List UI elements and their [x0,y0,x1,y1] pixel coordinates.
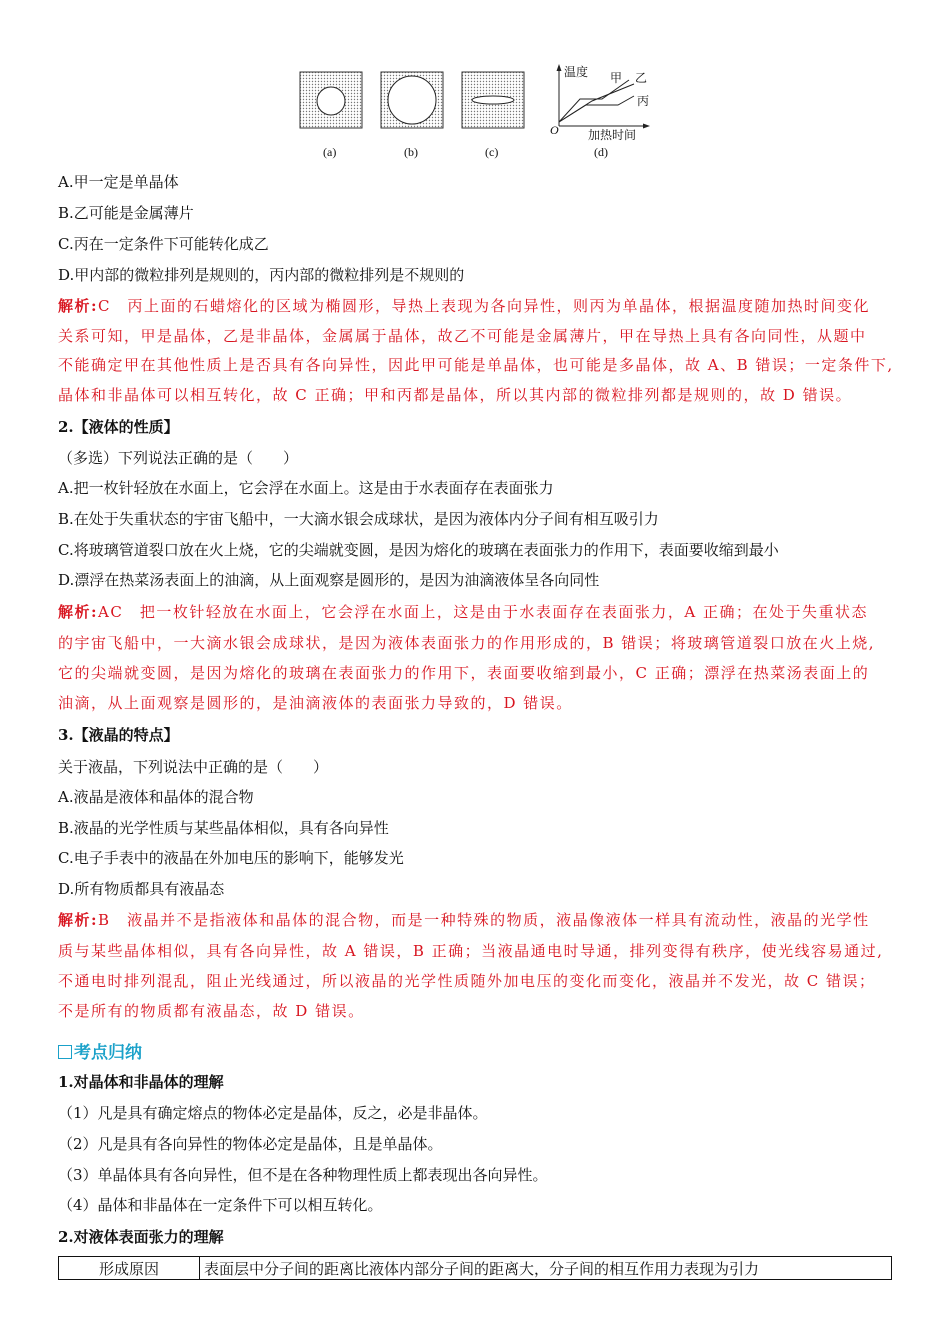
q2-option-a: A.把一枚针轻放在水面上，它会浮在水面上。这是由于水表面存在表面张力 [58,479,554,497]
analysis-label: 解析: [58,297,99,315]
q1-option-c: C.丙在一定条件下可能转化成乙 [58,235,269,253]
summary-s1-item-4: （4）晶体和非晶体在一定条件下可以相互转化。 [58,1196,383,1214]
q1-option-d: D.甲内部的微粒排列是规则的，丙内部的微粒排列是不规则的 [58,266,465,284]
summary-s1-item-2: （2）凡是具有各向异性的物体必定是晶体，且是单晶体。 [58,1135,443,1153]
curve-label-jia: 甲 [610,71,623,85]
surface-tension-table [58,1256,892,1280]
q1-analysis-line-3: 不能确定甲在其他性质上是否具有各向异性，因此甲可能是单晶体，也可能是多晶体，故 A、B 错误；一定条件下, [58,356,894,374]
curve-label-bing: 丙 [637,94,650,108]
q2-stem: （多选）下列说法正确的是（ ） [58,449,299,467]
q3-analysis-line-1: 解析:B 液晶并不是指液体和晶体的混合物，而是一种特殊的物质，液晶像液体一样具有流动性，液晶的光学性 [58,911,870,929]
q3-heading: 3.【液晶的特点】 [58,726,179,744]
table-value-cell: 表面层中分子间的距离比液体内部分子间的距离大，分子间的相互作用力表现为引力 [200,1257,892,1280]
summary-s1-item-1: （1）凡是具有确定熔点的物体必定是晶体，反之，必是非晶体。 [58,1104,488,1122]
q2-analysis-line-3: 它的尖端就变圆，是因为熔化的玻璃在表面张力的作用下，表面要收缩到最小，C 正确；漂浮在热菜汤表面上的 [58,664,870,682]
label-a: (a) [323,145,337,159]
q1-analysis-line-1: 解析:C 丙上面的石蜡熔化的区域为椭圆形，导热上表现为各向异性，则丙为单晶体，根据温度随加热时间变化 [58,297,871,315]
q3-analysis-line-2: 质与某些晶体相似，具有各向异性，故 A 错误，B 正确；当液晶通电时导通，排列变得有秩序，使光线容易通过, [58,942,884,960]
q3-option-a: A.液晶是液体和晶体的混合物 [58,788,254,806]
analysis-label: 解析: [58,911,99,929]
q2-analysis-line-2: 的宇宙飞船中，一大滴水银会成球状，是因为液体表面张力的作用形成的，B 错误；将玻璃管道裂口放在火上烧, [58,634,876,652]
q3-option-b: B.液晶的光学性质与某些晶体相似，具有各向异性 [58,819,389,837]
q3-stem: 关于液晶，下列说法中正确的是（ ） [58,758,329,776]
origin-label: O [550,123,559,137]
summary-heading: 考点归纳 [58,1038,142,1063]
panel-c [462,72,524,128]
square-icon [58,1045,72,1059]
table-header-cell: 形成原因 [59,1257,200,1280]
q2-option-d: D.漂浮在热菜汤表面上的油滴，从上面观察是圆形的，是因为油滴液体呈各向同性 [58,571,600,589]
table-row [59,1257,892,1280]
q2-option-b: B.在处于失重状态的宇宙飞船中，一大滴水银会成球状，是因为液体内分子间有相互吸引力 [58,510,659,528]
q1-option-a: A.甲一定是单晶体 [58,173,179,191]
q3-analysis-line-3: 不通电时排列混乱，阻止光线通过，所以液晶的光学性质随外加电压的变化而变化，液晶并不发光，故 C 错误； [58,972,876,990]
panel-a [300,72,362,128]
q3-option-c: C.电子手表中的液晶在外加电压的影响下，能够发光 [58,849,404,867]
label-b: (b) [404,145,418,159]
q3-option-d: D.所有物质都具有液晶态 [58,880,225,898]
q2-heading: 2.【液体的性质】 [58,418,179,436]
q1-analysis-line-4: 晶体和非晶体可以相互转化，故 C 正确；甲和丙都是晶体，所以其内部的微粒排列都是规则的，故 D 错误。 [58,386,853,404]
analysis-label: 解析: [58,603,99,621]
crystal-figure [296,62,666,162]
q1-option-b: B.乙可能是金属薄片 [58,204,194,222]
q3-analysis-line-4: 不是所有的物质都有液晶态，故 D 错误。 [58,1002,365,1020]
q2-option-c: C.将玻璃管道裂口放在火上烧，它的尖端就变圆，是因为熔化的玻璃在表面张力的作用下，表面要收缩到最小 [58,541,779,559]
curve-label-yi: 乙 [635,71,648,85]
curve-yi [559,84,634,122]
q1-analysis-line-2: 关系可知，甲是晶体，乙是非晶体，金属属于晶体，故乙不可能是金属薄片，甲在导热上具有各向同性，从题中 [58,327,867,345]
summary-s2-title: 2.对液体表面张力的理解 [58,1228,224,1246]
label-c: (c) [485,145,499,159]
label-d: (d) [594,145,608,159]
summary-s1-item-3: （3）单晶体具有各向异性，但不是在各种物理性质上都表现出各向异性。 [58,1166,548,1184]
q2-analysis-line-1: 解析:AC 把一枚针轻放在水面上，它会浮在水面上，这是由于水表面存在表面张力，A 正确；在处于失重状态 [58,603,868,621]
axis-y-label: 温度 [564,65,589,79]
q2-analysis-line-4: 油滴，从上面观察是圆形的，是油滴液体的表面张力导致的，D 错误。 [58,694,573,712]
summary-s1-title: 1.对晶体和非晶体的理解 [58,1073,224,1091]
axis-x-label: 加热时间 [588,128,637,142]
panel-b [381,72,443,128]
